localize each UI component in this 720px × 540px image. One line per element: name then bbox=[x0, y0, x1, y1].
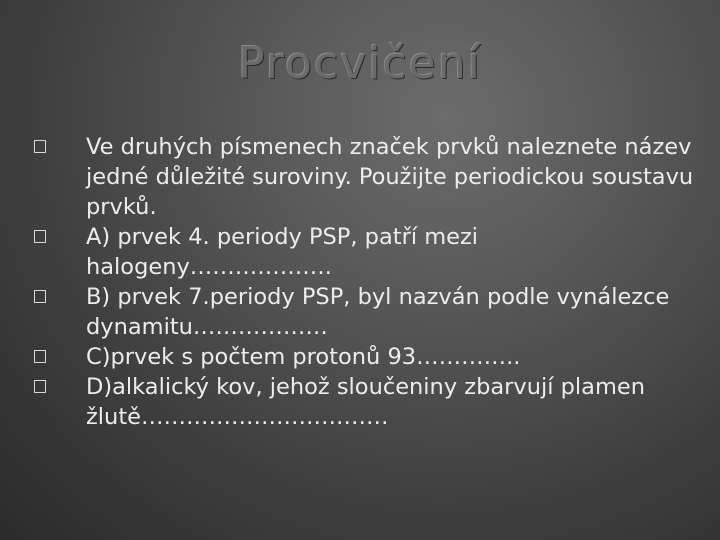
bullet-box-icon bbox=[34, 230, 46, 243]
bullet-box-icon bbox=[34, 350, 46, 363]
list-item-text: C)prvek s počtem protonů 93………….. bbox=[86, 344, 521, 370]
list-item-text: D)alkalický kov, jehož sloučeniny zbarvují plamen žlutě…………………………… bbox=[86, 374, 645, 430]
list-item bbox=[34, 342, 694, 372]
list-item bbox=[34, 372, 694, 432]
slide-title: Procvičení bbox=[238, 38, 482, 89]
list-item bbox=[34, 222, 694, 282]
bullet-box-icon bbox=[34, 380, 46, 393]
bullet-list bbox=[34, 132, 694, 432]
list-item bbox=[34, 282, 694, 342]
list-item-text: A) prvek 4. periody PSP, patří mezi halogeny………………. bbox=[86, 224, 479, 280]
list-item bbox=[34, 132, 694, 222]
bullet-box-icon bbox=[34, 140, 46, 153]
list-item-text: Ve druhých písmenech značek prvků naleznete název jedné důležité suroviny. Použijte periodickou soustavu prvků. bbox=[86, 134, 694, 220]
bullet-box-icon bbox=[34, 290, 46, 303]
list-item-text: B) prvek 7.periody PSP, byl nazván podle vynálezce dynamitu……………… bbox=[86, 284, 670, 340]
